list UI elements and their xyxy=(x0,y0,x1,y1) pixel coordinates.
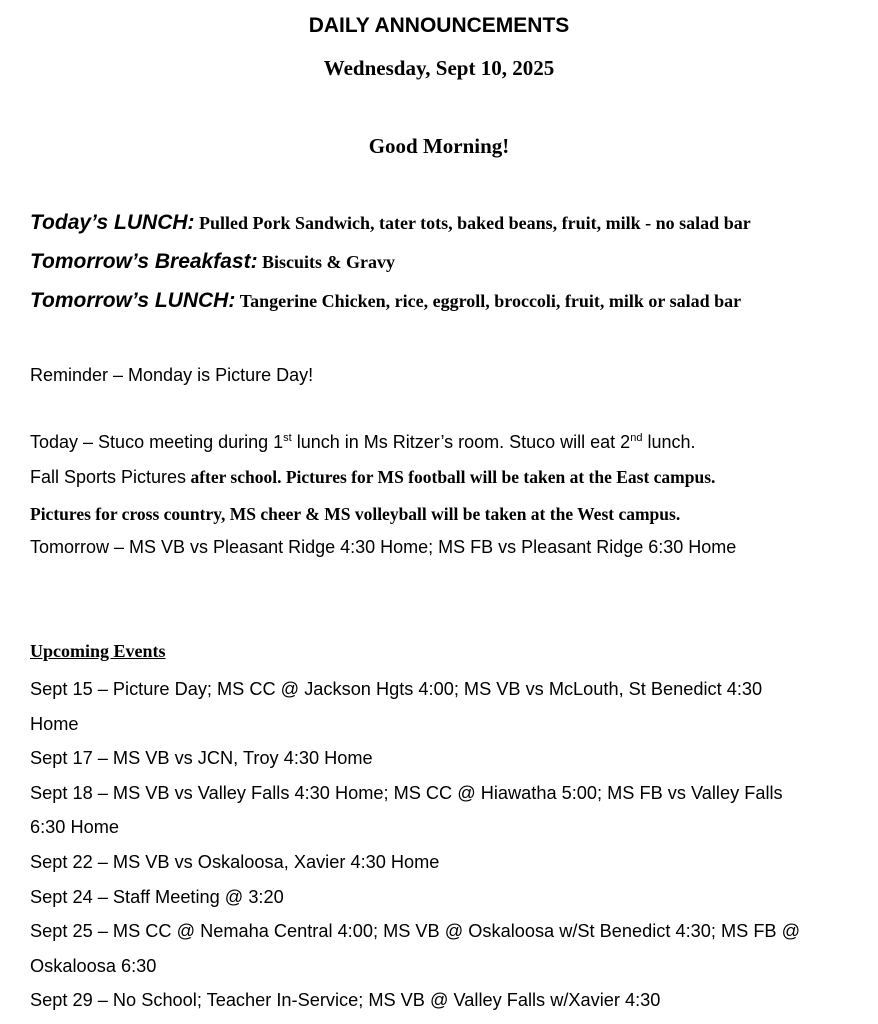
greeting: Good Morning! xyxy=(368,134,510,158)
event-line: Sept 25 – MS CC @ Nemaha Central 4:00; MS VB @ Oskaloosa w/St Benedict 4:30; MS FB @ xyxy=(30,921,801,942)
event-line: Sept 22 – MS VB vs Oskaloosa, Xavier 4:30 Home xyxy=(30,851,440,872)
meal-value: Pulled Pork Sandwich, tater tots, baked beans, fruit, milk - no salad bar xyxy=(198,213,751,233)
stuco-announcement xyxy=(30,432,696,453)
document-title: DAILY ANNOUNCEMENTS xyxy=(308,14,570,37)
upcoming-events-list xyxy=(30,672,878,1018)
meal-label: Today’s LUNCH: xyxy=(30,211,195,234)
tomorrow-games: Tomorrow – MS VB vs Pleasant Ridge 4:30 Home; MS FB vs Pleasant Ridge 6:30 Home xyxy=(30,537,737,557)
ordinal-suffix: st xyxy=(283,432,292,444)
stuco-text: lunch in Ms Ritzer’s room. Stuco will eat 2 xyxy=(291,432,631,452)
meal-label: Tomorrow’s LUNCH: xyxy=(30,289,236,312)
fall-sports-pictures xyxy=(30,467,715,488)
upcoming-events-heading: Upcoming Events xyxy=(30,641,166,661)
fall-sports-pictures-cont: Pictures for cross country, MS cheer & MS volleyball will be taken at the West campus. xyxy=(30,504,681,524)
stuco-text: Today – Stuco meeting during 1 xyxy=(30,432,284,452)
tomorrows-breakfast xyxy=(30,250,395,274)
event-line: Sept 15 – Picture Day; MS CC @ Jackson Hgts 4:00; MS VB vs McLouth, St Benedict 4:30 xyxy=(30,679,763,699)
event-line: 6:30 Home xyxy=(30,817,119,838)
ordinal-suffix: nd xyxy=(630,432,643,444)
sports-detail: after school. Pictures for MS football will be taken at the East campus. xyxy=(186,467,716,487)
todays-lunch xyxy=(30,211,751,235)
event-line: Sept 24 – Staff Meeting @ 3:20 xyxy=(30,886,284,907)
document-date: Wednesday, Sept 10, 2025 xyxy=(323,56,555,80)
sports-lead: Fall Sports Pictures xyxy=(30,467,187,487)
meal-value: Biscuits & Gravy xyxy=(262,252,396,272)
meal-value: Tangerine Chicken, rice, eggroll, broccoli, fruit, milk or salad bar xyxy=(239,291,742,311)
tomorrows-lunch xyxy=(30,289,741,313)
event-line: Home xyxy=(30,713,79,734)
event-line: Sept 17 – MS VB vs JCN, Troy 4:30 Home xyxy=(30,748,373,769)
stuco-text: lunch. xyxy=(642,432,696,452)
event-line: Oskaloosa 6:30 xyxy=(30,955,157,976)
meal-label: Tomorrow’s Breakfast: xyxy=(30,250,258,273)
event-line: Sept 29 – No School; Teacher In-Service; MS VB @ Valley Falls w/Xavier 4:30 xyxy=(30,990,661,1011)
reminder: Reminder – Monday is Picture Day! xyxy=(30,365,314,385)
event-line: Sept 18 – MS VB vs Valley Falls 4:30 Home; MS CC @ Hiawatha 5:00; MS FB vs Valley Falls xyxy=(30,782,783,803)
